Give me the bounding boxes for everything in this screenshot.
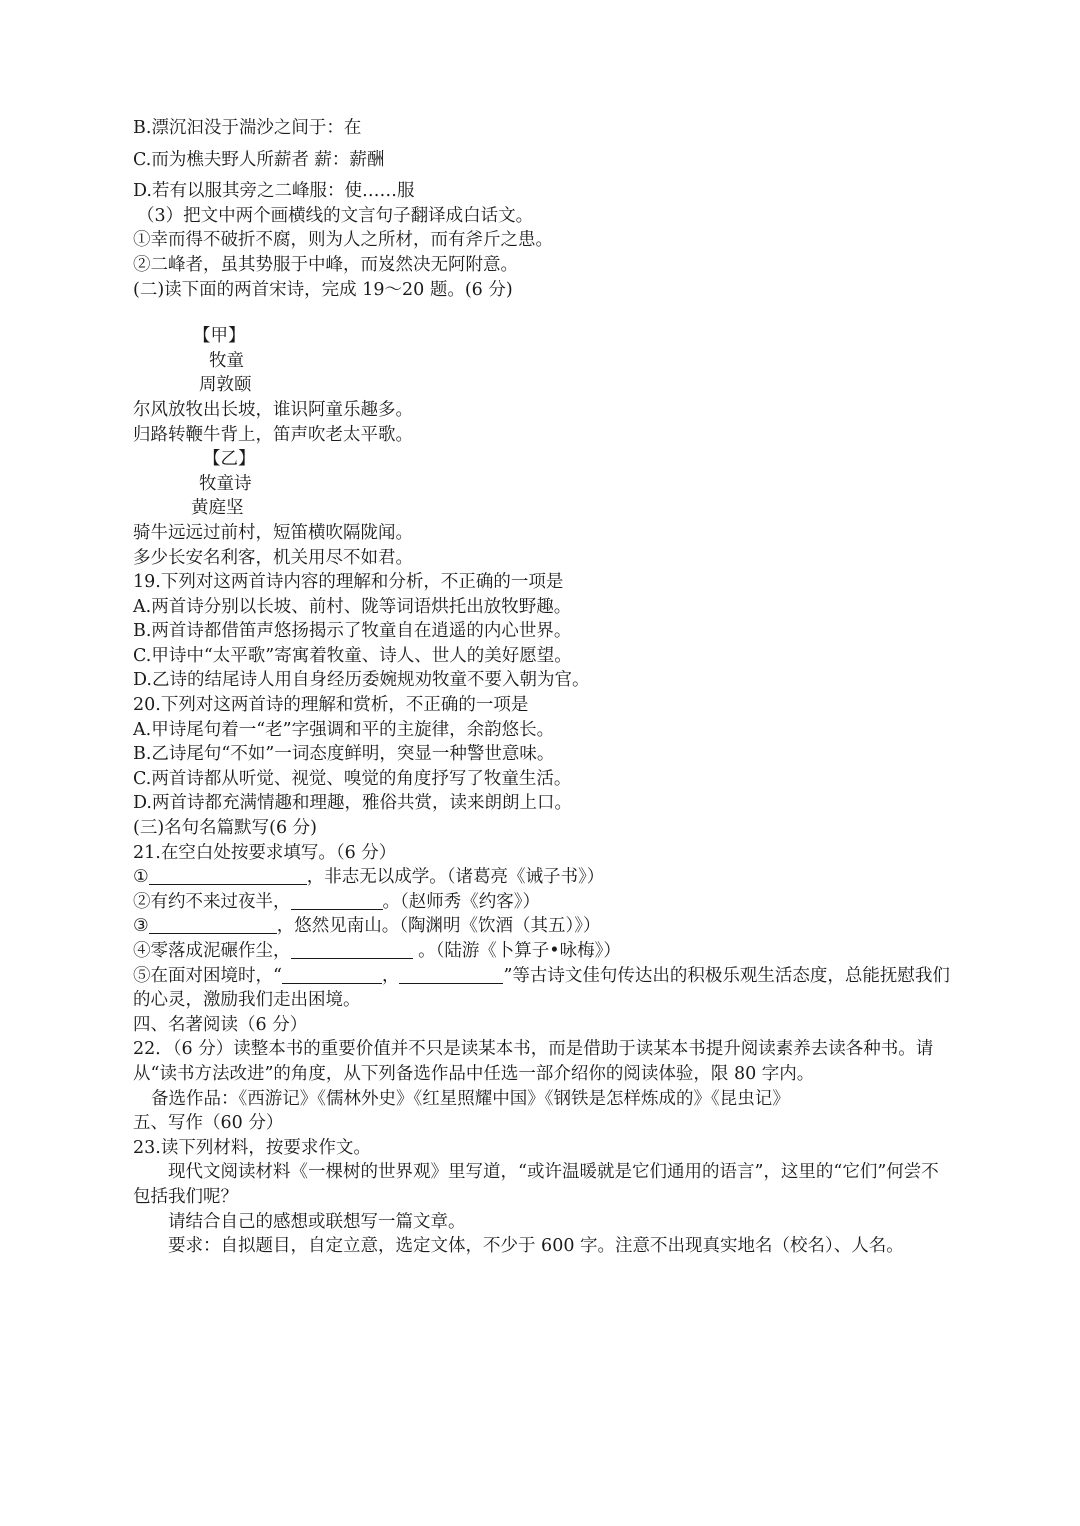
- fill-blank-4[interactable]: [291, 940, 413, 959]
- poem-a-author: 周敦颐: [199, 375, 252, 396]
- q21-item-1: ① ，非志无以成学。（诸葛亮《诫子书》）: [133, 867, 605, 888]
- q21-item-5: ⑤在面对困境时，“ ， ”等古诗文佳句传达出的积极乐观生活态度，总能抚慰我们的心灵，激励我们走出困境。: [133, 965, 950, 1011]
- q23-stem: 23.读下列材料，按要求作文。: [133, 1137, 371, 1158]
- q22-candidates: 备选作品：《西游记》《儒林外史》《红星照耀中国》《钢铁是怎样炼成的》《昆虫记》: [151, 1088, 790, 1109]
- q21-item-4: ④零落成泥碾作尘， 。（陆游《卜算子•咏梅》）: [133, 941, 621, 961]
- section3-heading: (三)名句名篇默写(6 分): [133, 818, 318, 839]
- q22-text: 22．（6 分）读整本书的重要价值并不只是读某本书，而是借助于读某本书提升阅读素养去读各种书。请从“读书方法改进”的角度，从下列备选作品中任选一部介绍你的阅读体验，限 80 字内。: [133, 1039, 934, 1084]
- poem-a-line-1: 尔风放牧出长坡，谁识阿童乐趣多。: [133, 399, 413, 420]
- q21-item-3: ③ ，悠然见南山。（陶渊明《饮酒（其五）》）: [133, 916, 601, 937]
- q3-sentence-2: ②二峰者，虽其势服于中峰，而岌然决无阿附意。: [133, 254, 518, 275]
- poem-b-line-2: 多少长安名利客，机关用尽不如君。: [133, 547, 413, 568]
- q19-stem: 19.下列对这两首诗内容的理解和分析，不正确的一项是: [133, 572, 564, 593]
- q3-sentence-1: ①幸而得不破折不腐，则为人之所材，而有斧斤之患。: [133, 230, 553, 251]
- q23-material: 现代文阅读材料《一棵树的世界观》里写道，“或许温暖就是它们通用的语言”，这里的“它们”何尝不包括我们呢？: [133, 1162, 939, 1207]
- fill-blank-5b[interactable]: [399, 965, 503, 984]
- poem-a-line-2: 归路转鞭牛背上，笛声吹老太平歌。: [133, 424, 413, 445]
- q19-option-d: D.乙诗的结尾诗人用自身经历委婉规劝牧童不要入朝为官。: [133, 670, 590, 691]
- q21-stem: 21.在空白处按要求填写。（6 分）: [133, 842, 397, 863]
- exam-page: [133, 116, 953, 1259]
- fill-blank-1[interactable]: [149, 866, 307, 885]
- q21-item-2: ②有约不来过夜半， 。（赵师秀《约客》）: [133, 891, 540, 912]
- option-b: B.漂沉汩没于湍沙之间于：在: [133, 118, 362, 138]
- poem-b-author: 黄庭坚: [191, 498, 244, 519]
- q20-option-d: D.两首诗都充满情趣和理趣，雅俗共赏，读来朗朗上口。: [133, 793, 572, 814]
- poem-b-tag: 【乙】: [203, 449, 256, 470]
- option-c: C.而为樵夫野人所薪者 薪：薪酬: [133, 149, 385, 170]
- q20-option-c: C.两首诗都从听觉、视觉、嗅觉的角度抒写了牧童生活。: [133, 768, 572, 789]
- q3-prompt: （3）把文中两个画横线的文言句子翻译成白话文。: [137, 205, 534, 226]
- q19-option-b: B.两首诗都借笛声悠扬揭示了牧童自在逍遥的内心世界。: [133, 621, 572, 642]
- q23-instruction: 请结合自己的感想或联想写一篇文章。: [168, 1211, 466, 1232]
- q19-option-c: C.甲诗中“太平歌”寄寓着牧童、诗人、世人的美好愿望。: [133, 645, 572, 666]
- q20-option-b: B.乙诗尾句“不如”一词态度鲜明，突显一种警世意味。: [133, 744, 555, 765]
- poem-a-tag: 【甲】: [193, 326, 246, 347]
- poem-b-line-1: 骑牛远远过前村，短笛横吹隔陇闻。: [133, 522, 413, 543]
- q23-requirements: 要求：自拟题目，自定立意，选定文体，不少于 600 字。注意不出现真实地名（校名）、人名。: [168, 1236, 904, 1257]
- q20-stem: 20.下列对这两首诗的理解和赏析，不正确的一项是: [133, 695, 529, 716]
- fill-blank-2[interactable]: [291, 891, 383, 910]
- q19-option-a: A.两首诗分别以长坡、前村、陇等词语烘托出放牧野趣。: [133, 596, 572, 617]
- option-d: D.若有以服其旁之二峰服：使……服: [133, 181, 415, 202]
- section4-heading: 四、名著阅读（6 分）: [133, 1014, 308, 1035]
- poem-b-title: 牧童诗: [199, 473, 252, 494]
- section2-heading: (二)读下面的两首宋诗，完成 19～20 题。(6 分): [133, 279, 513, 300]
- fill-blank-5a[interactable]: [282, 965, 382, 984]
- q20-option-a: A.甲诗尾句着一“老”字强调和平的主旋律，余韵悠长。: [133, 719, 555, 740]
- poem-a-title: 牧童: [209, 350, 244, 371]
- section5-heading: 五、写作（60 分）: [133, 1113, 284, 1134]
- fill-blank-3[interactable]: [149, 915, 277, 934]
